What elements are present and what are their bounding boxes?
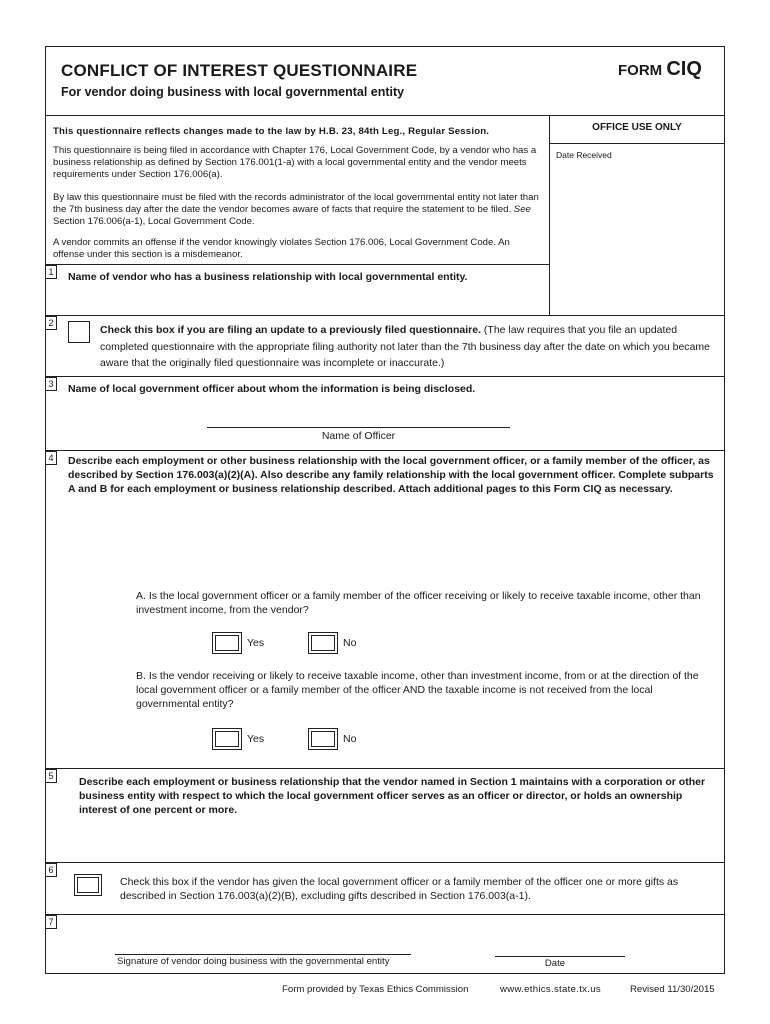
- question-a-yes-label: Yes: [247, 637, 265, 649]
- officer-name-field[interactable]: [207, 405, 510, 427]
- footer-provided-by: Form provided by Texas Ethics Commission: [282, 984, 469, 995]
- signature-caption: Signature of vendor doing business with the governmental entity: [117, 956, 390, 967]
- question-a-no-label: No: [343, 637, 357, 649]
- section-2-bold: Check this box if you are filing an update to a previously filed questionnaire.: [100, 324, 481, 336]
- section-2-top-rule: [45, 315, 725, 316]
- section-4-number: 4: [45, 451, 57, 465]
- intro-paragraph-3: A vendor commits an offense if the vendor knowingly violates Section 176.006, Local Government Code. An offense under this section is a misdemeanor.: [53, 237, 510, 260]
- section-7-top-rule: [45, 914, 725, 915]
- section-5-number: 5: [45, 769, 57, 783]
- section-3-top-rule: [45, 376, 725, 377]
- date-received-field[interactable]: [550, 160, 724, 314]
- section-3-label: Name of local government officer about whom the information is being disclosed.: [68, 383, 476, 395]
- intro-paragraph-2: [53, 192, 543, 227]
- question-a-yes-checkbox[interactable]: [215, 635, 239, 651]
- update-checkbox[interactable]: [68, 321, 90, 343]
- intro-divider: [45, 264, 549, 265]
- question-b-no-checkbox[interactable]: [311, 731, 335, 747]
- office-use-title-divider: [549, 143, 725, 144]
- date-received-label: Date Received: [556, 150, 612, 160]
- question-b: B. Is the vendor receiving or likely to receive taxable income, other than investment income, from or at the direction of the local government officer or a family member of the officer AND the taxable income is not received from the local governmental entity?: [136, 670, 699, 710]
- question-b-no-label: No: [343, 733, 357, 745]
- question-a: A. Is the local government officer or a family member of the officer receiving or likely to receive taxable income, other than investment income, from the vendor?: [136, 590, 701, 616]
- intro-paragraph-2-tail: Section 176.006(a-1), Local Government Code.: [53, 215, 255, 227]
- section-5-label: Describe each employment or business relationship that the vendor named in Section 1 maintains with a corporation or other business entity with respect to which the local government officer serves as an officer or director, or holds an ownership interest of one percent or more.: [79, 776, 706, 816]
- intro-paragraph-2-see: See: [513, 203, 531, 215]
- section-6-top-rule: [45, 862, 725, 863]
- form-code-value: CIQ: [666, 58, 702, 80]
- intro-paragraph-2-main: By law this questionnaire must be filed with the records administrator of the local governmental entity not later than the 7th business day after the date the vendor becomes aware of facts that require the statement to be filed.: [53, 192, 539, 215]
- section-6-number: 6: [45, 863, 57, 877]
- section-4-label: Describe each employment or other business relationship with the local government officer, or a family member of the officer, as described by Section 176.003(a)(2)(A). Also describe any family relationship with the local government officer. Complete subparts A and B for each employment or business relationship described. Attach additional pages to this Form CIQ as necessary.: [68, 455, 714, 495]
- question-a-no-checkbox[interactable]: [311, 635, 335, 651]
- officer-name-line: [207, 427, 510, 428]
- law-note: This questionnaire reflects changes made to the law by H.B. 23, 84th Leg., Regular Session.: [53, 126, 490, 137]
- footer-website[interactable]: www.ethics.state.tx.us: [500, 984, 601, 995]
- section-6-label: Check this box if the vendor has given the local government officer or a family member of the officer one or more gifts as described in Section 176.003(a)(2)(B), excluding gifts described in Section 176.003(a-1).: [120, 876, 679, 902]
- form-prefix: FORM: [618, 62, 663, 79]
- section-1-label: Name of vendor who has a business relationship with local governmental entity.: [68, 271, 468, 283]
- relationship-description-field[interactable]: [60, 515, 715, 585]
- signature-field[interactable]: [115, 930, 411, 954]
- section-4-top-rule: [45, 450, 725, 451]
- form-code: [618, 58, 702, 81]
- header-divider: [45, 115, 725, 116]
- section-3-number: 3: [45, 377, 57, 391]
- corporation-relationship-field[interactable]: [60, 820, 715, 858]
- section-1-number: 1: [45, 265, 57, 279]
- section-5-top-rule: [45, 768, 725, 769]
- section-2-text: [100, 322, 710, 372]
- office-use-title: OFFICE USE ONLY: [592, 122, 682, 133]
- signature-line: [115, 954, 411, 955]
- gifts-checkbox[interactable]: [77, 877, 99, 893]
- footer-revised: Revised 11/30/2015: [630, 984, 715, 995]
- section-2-number: 2: [45, 316, 57, 330]
- form-subtitle: For vendor doing business with local governmental entity: [61, 85, 405, 99]
- section-2-rest: (The law requires that you file an updated completed questionnaire with the appropriate filing authority not later than the 7th business day after the date on which you became aware that the originally filed questionnaire was incomplete or inaccurate.): [100, 324, 710, 369]
- officer-name-caption: Name of Officer: [321, 430, 396, 442]
- vendor-name-field[interactable]: [60, 288, 545, 312]
- date-line: [495, 956, 625, 957]
- date-field[interactable]: [495, 934, 625, 956]
- question-b-yes-checkbox[interactable]: [215, 731, 239, 747]
- question-b-yes-label: Yes: [247, 733, 265, 745]
- date-caption: Date: [544, 958, 566, 969]
- intro-paragraph-1: This questionnaire is being filed in accordance with Chapter 176, Local Government Code, by a vendor who has a business relationship as defined by Section 176.001(1-a) with a local governmental entity and the vendor meets requirements under Section 176.006(a).: [53, 145, 537, 180]
- section-7-number: 7: [45, 915, 57, 929]
- form-title: CONFLICT OF INTEREST QUESTIONNAIRE: [61, 61, 418, 80]
